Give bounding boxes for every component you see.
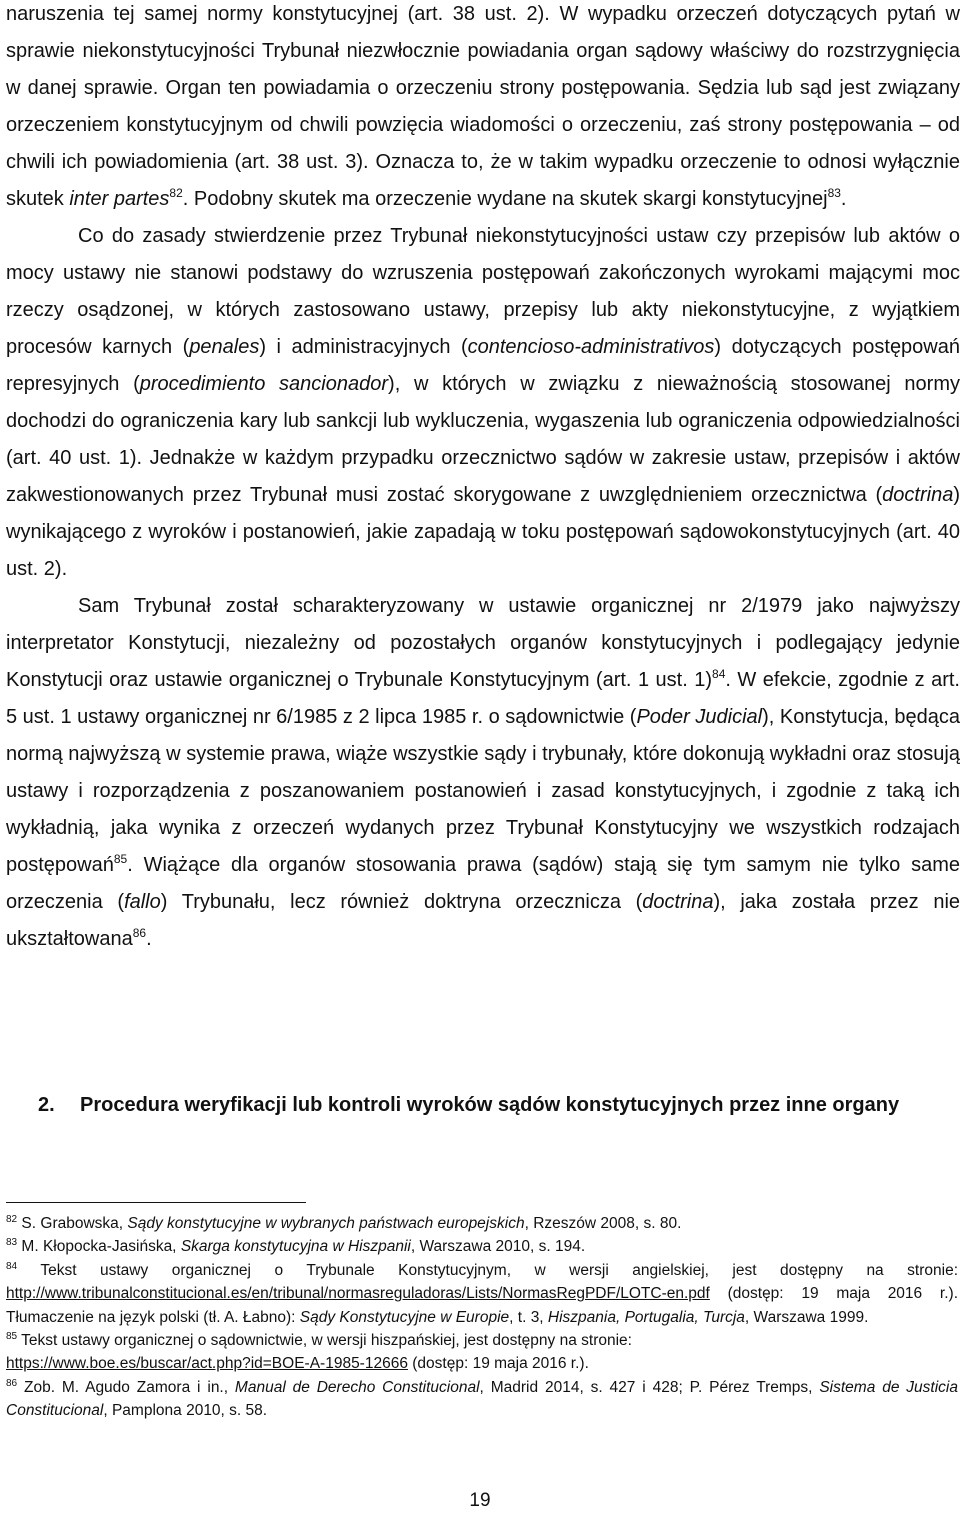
footnote-83: $^{83}$ M. Kłopocka-Jasińska, Skarga konstytucyjna w Hiszpanii, Warszawa 2010, s. 194. — [6, 1237, 586, 1256]
paragraph-2: Co do zasady stwierdzenie przez Trybunał niekonstytucyjności ustaw czy przepisów lub aktów o mocy ustawy nie stanowi podstawy do wzruszenia postępowań zakończonych wyrokami mającymi moc rzeczy osądzonej, w których zastosowano ustawy, przepisy lub akty niekonstytucyjne, z wyjątkiem procesów karnych (penales) i administracyjnych (contencioso-administrativos) dotyczących postępowań represyjnych (procedimiento sancionador), w których w związku z nieważnością stosowanej normy dochodzi do ograniczenia kary lub sankcji lub wykluczenia, wygaszenia lub ograniczenia odpowiedzialności (art. 40 ust. 1). Jednakże w każdym przypadku orzecznictwo sądów w zakresie ustaw, przepisów i aktów zakwestionowanych przez Trybunał musi zostać skorygowane z uwzględnieniem orzecznictwa (doctrina) wynikającego z wyroków i postanowień, jakie zapadają w toku postępowań sądowokonstytucyjnych (art. 40 ust. 2). — [6, 225, 960, 580]
body-text — [6, 0, 960, 958]
paragraph-1: naruszenia tej samej normy konstytucyjnej (art. 38 ust. 2). W wypadku orzeczeń dotyczących pytań w sprawie niekonstytucyjności Trybunał niezwłocznie powiadania organ sądowy właściwy do rozstrzygnięcia w danej sprawie. Organ ten powiadamia o orzeczeniu strony postępowania. Sędzia lub sąd jest związany orzeczeniem konstytucyjnym od chwili powzięcia wiadomości o orzeczeniu, zaś strony postępowania – od chwili ich powiadomienia (art. 38 ust. 3). Oznacza to, że w takim wypadku orzeczenie to odnosi wyłącznie skutek inter partes$^{82}$. Podobny skutek ma orzeczenie wydane na skutek skargi konstytucyjnej$^{83}$. — [6, 3, 960, 210]
footnote-85: $^{85}$ Tekst ustawy organicznej o sądownictwie, w wersji hiszpańskiej, jest dostępny na stronie: https://www.boe.es/buscar/act.php?id=BOE-A-1985-12666 (dostęp: 19 maja 2016 r.). — [6, 1331, 632, 1373]
paragraph-3: Sam Trybunał został scharakteryzowany w ustawie organicznej nr 2/1979 jako najwyższy interpretator Konstytucji, niezależny od pozostałych organów konstytucyjnych i podlegający jedynie Konstytucji oraz ustawie organicznej o Trybunale Konstytucyjnym (art. 1 ust. 1)$^{84}$. W efekcie, zgodnie z art. 5 ust. 1 ustawy organicznej nr 6/1985 z 2 lipca 1985 r. o sądownictwie (Poder Judicial), Konstytucja, będąca normą najwyższą w systemie prawa, wiąże wszystkie sądy i trybunały, które dokonują wykładni oraz stosują ustawy i rozporządzenia z poszanowaniem postanowień i zasad konstytucyjnych, i zgodnie z taką ich wykładnią, jaka wynika z orzeczeń wydanych przez Trybunał Konstytucyjny we wszystkich rodzajach postępowań$^{85}$. Wiążące dla organów stosowania prawa (sądów) stają się tym samym nie tylko same orzeczenia (fallo) Trybunału, lecz również doktryna orzecznicza (doctrina), jaka została przez nie ukształtowana$^{86}$. — [6, 595, 960, 950]
footnote-85-link[interactable]: https://www.boe.es/buscar/act.php?id=BOE-A-1985-12666 — [6, 1355, 408, 1373]
footnote-ref-82[interactable]: 82 — [169, 186, 183, 200]
footnote-82: $^{82}$ S. Grabowska, Sądy konstytucyjne w wybranych państwach europejskich, Rzeszów 2008, s. 80. — [6, 1214, 682, 1232]
footnote-ref-83[interactable]: 83 — [827, 186, 841, 200]
footnote-84: $^{84}$ Tekst ustawy organicznej o Trybunale Konstytucyjnym, w wersji angielskiej, jest dostępny na stronie: http://www.tribunalconstitucional.es/en/tribunal/normasreguladoras/Lists/NormasRegPDF/LOTC-en.pdf (dostęp: 19 maja 2016 r.). Tłumaczenie na język polski (tł. A. Łabno): Sądy Konstytucyjne w Europie, t. 3, Hiszpania, Portugalia, Turcja, Warszawa 1999. — [6, 1260, 958, 1326]
section-number: 2. — [38, 1094, 55, 1116]
footnote-separator — [6, 1202, 306, 1203]
footnotes — [6, 1212, 958, 1423]
footnote-86: $^{86}$ Zob. M. Agudo Zamora i in., Manual de Derecho Constitucional, Madrid 2014, s. 427 i 428; P. Pérez Tremps, Sistema de Justicia Constitucional, Pamplona 2010, s. 58. — [6, 1377, 958, 1420]
footnote-ref-85[interactable]: 85 — [113, 852, 128, 866]
footnote-ref-86[interactable]: 86 — [132, 926, 147, 940]
section-heading: Procedura weryfikacji lub kontroli wyroków sądów konstytucyjnych przez inne organy — [80, 1094, 900, 1116]
footnote-ref-84[interactable]: 84 — [712, 667, 726, 681]
page-number: 19 — [469, 1490, 491, 1511]
footnote-84-link[interactable]: http://www.tribunalconstitucional.es/en/tribunal/normasreguladoras/Lists/NormasRegPDF/LOTC-en.pdf — [6, 1285, 710, 1303]
